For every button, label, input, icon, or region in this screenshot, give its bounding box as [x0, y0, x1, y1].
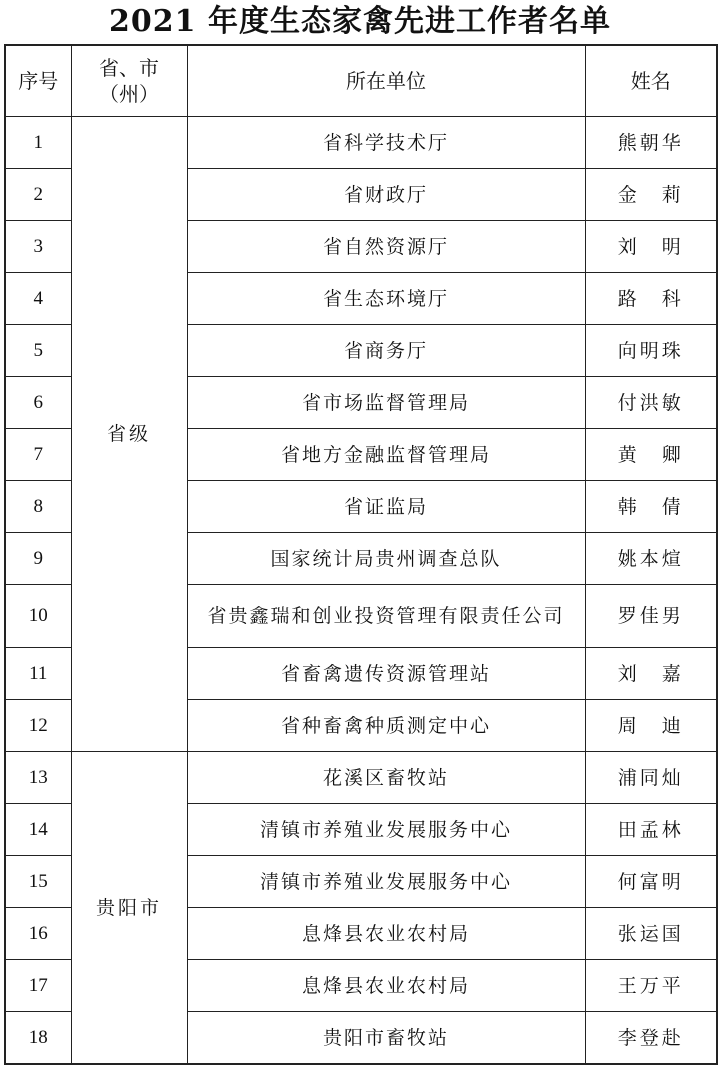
row-name: 何富明 — [585, 856, 717, 908]
row-seq: 9 — [5, 533, 71, 585]
row-seq: 5 — [5, 325, 71, 377]
row-seq: 8 — [5, 481, 71, 533]
row-name: 浦同灿 — [585, 752, 717, 804]
row-unit: 省科学技术厅 — [187, 117, 585, 169]
row-seq: 4 — [5, 273, 71, 325]
row-seq: 18 — [5, 1012, 71, 1065]
row-name: 付洪敏 — [585, 377, 717, 429]
row-seq: 10 — [5, 585, 71, 648]
header-unit: 所在单位 — [187, 45, 585, 117]
row-unit: 清镇市养殖业发展服务中心 — [187, 804, 585, 856]
row-unit: 省证监局 — [187, 481, 585, 533]
row-name: 黄 卿 — [585, 429, 717, 481]
table-header — [5, 45, 717, 117]
row-unit: 国家统计局贵州调查总队 — [187, 533, 585, 585]
row-seq: 16 — [5, 908, 71, 960]
row-seq: 12 — [5, 700, 71, 752]
row-name: 姚本煊 — [585, 533, 717, 585]
row-unit: 省地方金融监督管理局 — [187, 429, 585, 481]
header-seq: 序号 — [5, 45, 71, 117]
row-unit: 省生态环境厅 — [187, 273, 585, 325]
region-provincial: 省级 — [71, 117, 187, 752]
row-seq: 3 — [5, 221, 71, 273]
row-name: 韩 倩 — [585, 481, 717, 533]
row-seq: 11 — [5, 648, 71, 700]
row-unit: 省贵鑫瑞和创业投资管理有限责任公司 — [187, 585, 585, 648]
header-row — [5, 45, 717, 117]
row-unit: 息烽县农业农村局 — [187, 960, 585, 1012]
row-seq: 14 — [5, 804, 71, 856]
row-name: 路 科 — [585, 273, 717, 325]
row-seq: 15 — [5, 856, 71, 908]
row-unit: 省畜禽遗传资源管理站 — [187, 648, 585, 700]
header-region-line1: 省、市 — [99, 56, 159, 80]
row-unit: 省财政厅 — [187, 169, 585, 221]
row-seq: 13 — [5, 752, 71, 804]
table-row — [5, 752, 717, 804]
header-region-line2: （州） — [99, 82, 159, 106]
row-unit: 省自然资源厅 — [187, 221, 585, 273]
row-unit: 省市场监督管理局 — [187, 377, 585, 429]
row-name: 周 迪 — [585, 700, 717, 752]
row-unit: 息烽县农业农村局 — [187, 908, 585, 960]
row-name: 金 莉 — [585, 169, 717, 221]
row-unit: 清镇市养殖业发展服务中心 — [187, 856, 585, 908]
row-unit: 贵阳市畜牧站 — [187, 1012, 585, 1065]
row-seq: 6 — [5, 377, 71, 429]
row-name: 刘 嘉 — [585, 648, 717, 700]
row-unit: 省种畜禽种质测定中心 — [187, 700, 585, 752]
header-name: 姓名 — [585, 45, 717, 117]
row-seq: 17 — [5, 960, 71, 1012]
row-name: 罗佳男 — [585, 585, 717, 648]
awardee-table — [4, 44, 718, 1065]
table-body — [5, 117, 717, 1065]
table-row — [5, 117, 717, 169]
document-title: 2021 年度生态家禽先进工作者名单 — [109, 4, 611, 39]
row-unit: 省商务厅 — [187, 325, 585, 377]
row-unit: 花溪区畜牧站 — [187, 752, 585, 804]
region-guiyang: 贵阳市 — [71, 752, 187, 1065]
header-region — [71, 45, 187, 117]
row-seq: 2 — [5, 169, 71, 221]
row-seq: 7 — [5, 429, 71, 481]
row-name: 田孟林 — [585, 804, 717, 856]
row-name: 张运国 — [585, 908, 717, 960]
row-name: 熊朝华 — [585, 117, 717, 169]
row-name: 刘 明 — [585, 221, 717, 273]
row-seq: 1 — [5, 117, 71, 169]
row-name: 李登赴 — [585, 1012, 717, 1065]
row-name: 王万平 — [585, 960, 717, 1012]
row-name: 向明珠 — [585, 325, 717, 377]
